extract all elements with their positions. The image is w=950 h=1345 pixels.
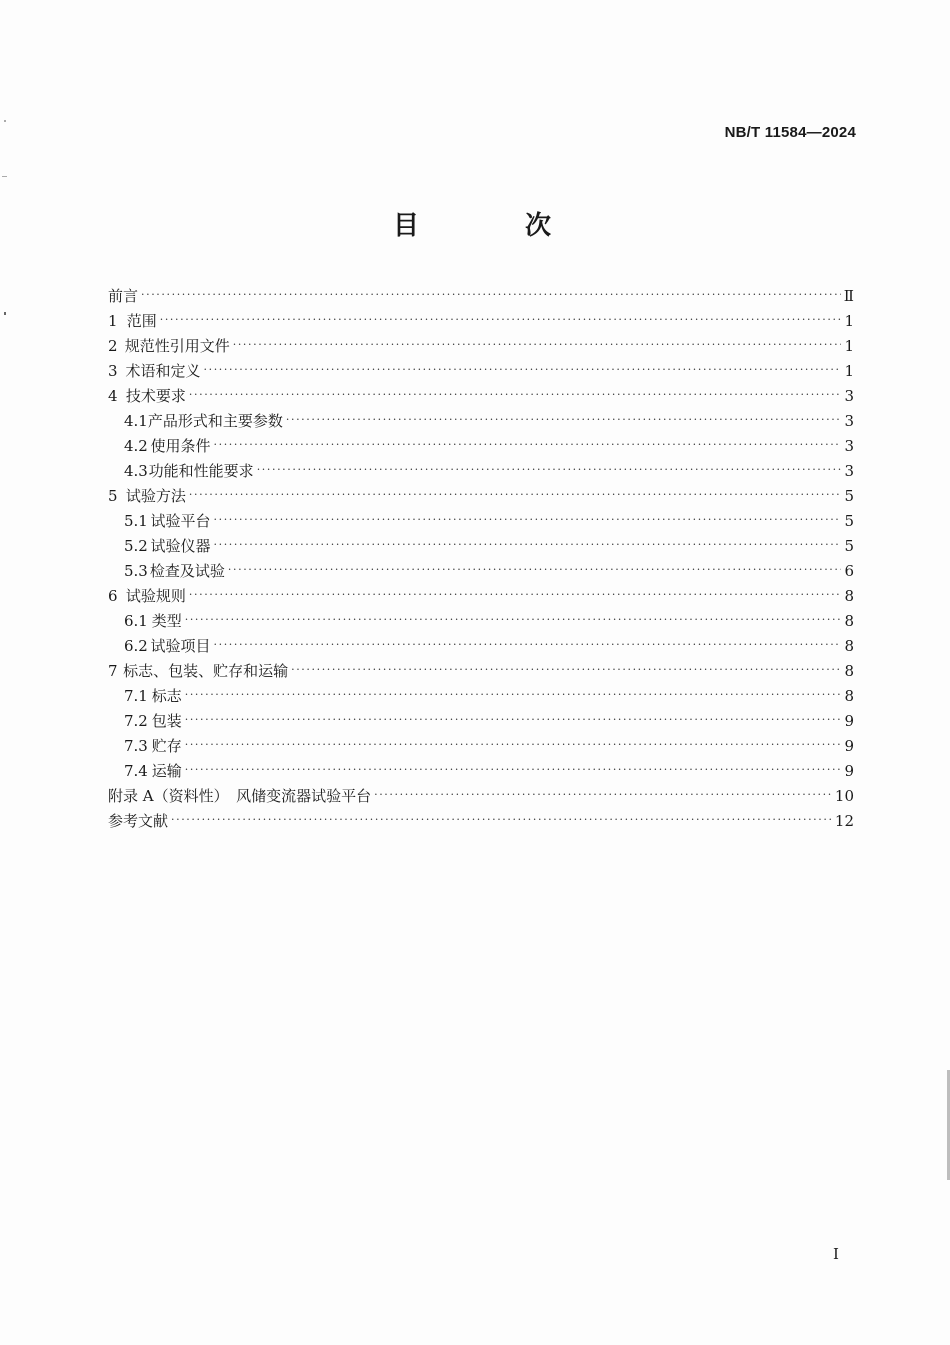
standard-code: NB/T 11584—2024: [724, 124, 856, 141]
page-title: 目 次: [392, 211, 591, 241]
toc-entry-number: 5.2: [124, 537, 148, 555]
toc-entry-label: 检查及试验: [149, 562, 225, 580]
toc-entry[interactable]: [108, 709, 854, 734]
toc-entry-label: 使用条件: [150, 437, 211, 455]
toc-entry-label: 规范性引用文件: [124, 337, 230, 355]
toc-entry-number: 4.2: [124, 437, 148, 455]
dot-leader: [189, 582, 842, 607]
toc-entry-page: 5: [844, 512, 854, 530]
toc-entry[interactable]: [108, 284, 854, 309]
toc-entry-page: 8: [844, 637, 854, 655]
toc-entry-page: 1: [844, 362, 854, 380]
toc-entry-label: 范围: [126, 312, 157, 330]
toc-entry-number: 6: [108, 587, 118, 605]
toc-entry-page: 9: [844, 737, 854, 755]
toc-entry-label: 试验仪器: [150, 537, 211, 555]
dot-leader: [189, 482, 842, 507]
dot-leader: [141, 282, 841, 307]
toc-entry[interactable]: [108, 484, 854, 509]
page-number: I: [833, 1245, 839, 1263]
dot-leader: [233, 332, 842, 357]
toc-entry[interactable]: [108, 409, 854, 434]
scan-mark: [4, 312, 6, 315]
toc-entry-label: 标志: [151, 687, 182, 705]
toc-entry-number: 5: [108, 487, 118, 505]
toc-entry[interactable]: [108, 334, 854, 359]
toc-entry-number: 5.3: [124, 562, 148, 580]
toc-entry-label: 试验规则: [125, 587, 186, 605]
toc-entry-number: 5.1: [124, 512, 148, 530]
toc-entry[interactable]: [108, 309, 854, 334]
toc-entry[interactable]: [108, 659, 854, 684]
toc-entry[interactable]: [108, 759, 854, 784]
toc-entry[interactable]: [108, 809, 854, 834]
toc-entry-page: 3: [844, 412, 854, 430]
toc-entry-label: 术语和定义: [125, 362, 201, 380]
toc-entry-label: 类型: [151, 612, 182, 630]
toc-entry[interactable]: [108, 434, 854, 459]
toc-entry[interactable]: [108, 609, 854, 634]
toc-entry-label: 试验项目: [150, 637, 211, 655]
toc-entry-page: 8: [844, 662, 854, 680]
dot-leader: [171, 807, 832, 832]
dot-leader: [291, 657, 841, 682]
toc-entry-number: 6.1: [124, 612, 148, 630]
toc-entry-number: 7.2: [124, 712, 148, 730]
dot-leader: [214, 532, 842, 557]
toc-entry-page: 5: [844, 487, 854, 505]
dot-leader: [185, 732, 842, 757]
toc-entry-label: 附录 A（资料性） 风储变流器试验平台: [108, 787, 372, 805]
toc-entry-number: 6.2: [124, 637, 148, 655]
toc-entry-page: 9: [844, 762, 854, 780]
toc-entry[interactable]: [108, 359, 854, 384]
toc-entry-label: 试验平台: [150, 512, 211, 530]
toc-entry-number: 1: [108, 312, 118, 330]
toc-entry-label: 产品形式和主要参数: [147, 412, 283, 430]
toc-entry-number: 7.4: [124, 762, 148, 780]
toc-entry-number: 2: [108, 337, 118, 355]
toc-entry-page: 1: [844, 312, 854, 330]
toc-entry-label: 包装: [151, 712, 182, 730]
toc-entry-label: 前言: [108, 287, 139, 305]
toc-entry-page: 1: [844, 337, 854, 355]
toc-entry-page: Ⅱ: [843, 287, 854, 305]
toc-entry-label: 功能和性能要求: [148, 462, 254, 480]
toc-entry-number: 7: [108, 662, 118, 680]
dot-leader: [374, 782, 832, 807]
toc-entry-number: 4: [108, 387, 118, 405]
toc-entry-page: 12: [834, 812, 854, 830]
toc-entry-page: 8: [844, 687, 854, 705]
dot-leader: [257, 457, 842, 482]
dot-leader: [185, 607, 842, 632]
toc-entry-label: 标志、包装、贮存和运输: [123, 662, 289, 680]
dot-leader: [160, 307, 842, 332]
dot-leader: [204, 357, 842, 382]
dot-leader: [286, 407, 842, 432]
dot-leader: [185, 682, 842, 707]
toc-entry-page: 3: [844, 462, 854, 480]
toc-entry-number: 7.1: [124, 687, 148, 705]
dot-leader: [214, 632, 842, 657]
toc-entry-page: 8: [844, 587, 854, 605]
toc-entry-label: 参考文献: [108, 812, 169, 830]
table-of-contents: [108, 284, 854, 834]
dot-leader: [214, 432, 842, 457]
dot-leader: [185, 757, 842, 782]
toc-entry-page: 5: [844, 537, 854, 555]
toc-entry[interactable]: [108, 784, 854, 809]
toc-entry[interactable]: [108, 384, 854, 409]
dot-leader: [185, 707, 842, 732]
toc-entry-number: 4.3: [124, 462, 148, 480]
toc-entry[interactable]: [108, 634, 854, 659]
toc-entry-number: 4.1: [124, 412, 148, 430]
toc-entry-number: 3: [108, 362, 118, 380]
toc-entry-page: 9: [844, 712, 854, 730]
toc-entry-page: 3: [844, 437, 854, 455]
toc-entry-page: 10: [834, 787, 854, 805]
toc-entry-page: 3: [844, 387, 854, 405]
toc-entry[interactable]: [108, 559, 854, 584]
toc-entry[interactable]: [108, 509, 854, 534]
scan-mark: [4, 120, 6, 122]
toc-entry-label: 技术要求: [125, 387, 186, 405]
toc-entry[interactable]: [108, 684, 854, 709]
toc-entry-number: 7.3: [124, 737, 148, 755]
toc-entry[interactable]: [108, 534, 854, 559]
toc-entry-label: 试验方法: [125, 487, 186, 505]
toc-entry-label: 贮存: [151, 737, 182, 755]
scan-mark: [2, 176, 7, 177]
dot-leader: [228, 557, 842, 582]
toc-entry[interactable]: [108, 459, 854, 484]
dot-leader: [214, 507, 842, 532]
toc-entry[interactable]: [108, 584, 854, 609]
toc-entry-page: 6: [844, 562, 854, 580]
dot-leader: [189, 382, 842, 407]
toc-entry-label: 运输: [151, 762, 182, 780]
toc-entry-page: 8: [844, 612, 854, 630]
toc-entry[interactable]: [108, 734, 854, 759]
